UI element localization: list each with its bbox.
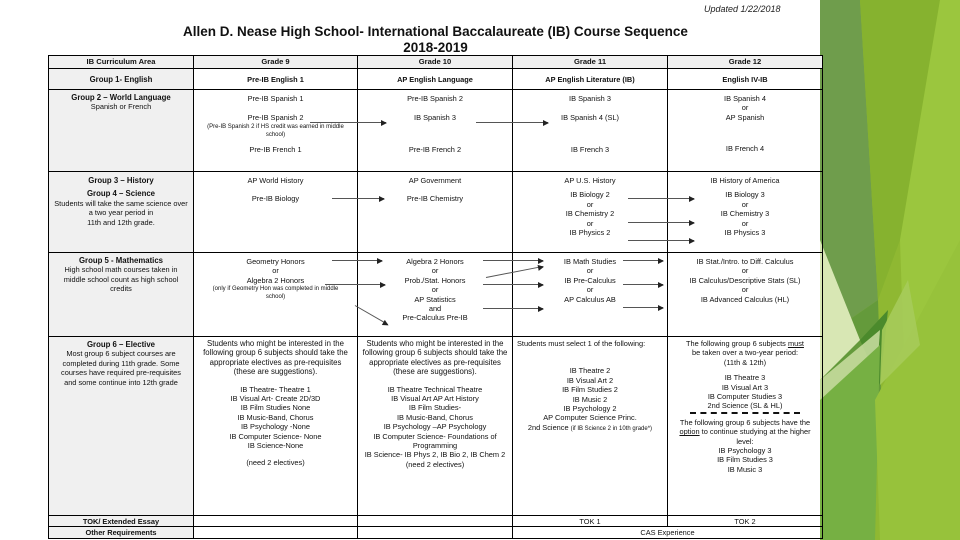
title-year: 2018-2019 [403,40,468,55]
area-tok: TOK/ Extended Essay [49,516,194,527]
arrow-apstats-to-calcab [483,308,543,309]
language-grade12: IB Spanish 4 or AP Spanish IB French 4 [668,90,822,172]
tok-grade9 [194,516,358,527]
history-science-grade12: IB History of America IB Biology 3 or IB Chemistry 3 or IB Physics 3 [668,172,822,253]
history-science-grade11: AP U.S. History IB Biology 2 or IB Chemistry 2 or IB Physics 2 [513,172,668,253]
english-grade10: AP English Language [358,69,513,90]
math-grade12: IB Stat./Intro. to Diff. Calculus or IB Calculus/Descriptive Stats (SL) or IB Advanced Calculus (HL) [668,253,822,337]
arrow-phys2-to-phys3 [628,240,694,241]
col-header-grade12: Grade 12 [668,56,822,69]
language-grade11: IB Spanish 3 IB Spanish 4 (SL) IB French 3 [513,90,668,172]
elective-grade11: Students must select 1 of the following: IB Theatre 2 IB Visual Art 2 IB Film Studies 2 IB Music 2 IB Psychology 2 AP Computer Science Princ. 2nd Science (if IB Science 2 in 10th grade*) [513,337,668,516]
area-mathematics: Group 5 - Mathematics High school math courses taken in middle school count as high school credits [49,253,194,337]
col-header-grade11: Grade 11 [513,56,668,69]
elective-grade12: The following group 6 subjects must be taken over a two-year period: (11th & 12th) IB Theatre 3 IB Visual Art 3 IB Computer Studies 3 2nd Science (SL & HL) The following group 6 subjects have the option to continue studying at the higher level: IB Psychology 3 IB Film Studies 3 IB Music 3 [668,337,822,516]
math-grade11: IB Math Studies or IB Pre-Calculus or AP Calculus AB [513,253,668,337]
arrow-geometry-to-alg2 [332,260,382,261]
language-grade10: Pre-IB Spanish 2 IB Spanish 3 Pre-IB French 2 [358,90,513,172]
language-grade9: Pre-IB Spanish 1 Pre-IB Spanish 2 (Pre-IB Spanish 2 if HS credit was earned in middle school) Pre-IB French 1 [194,90,358,172]
area-world-language: Group 2 – World Language Spanish or French [49,90,194,172]
tok-grade10 [358,516,513,527]
english-grade9: Pre-IB English 1 [194,69,358,90]
page-title [48,24,823,56]
tok-grade12: TOK 2 [668,516,822,527]
dashed-divider [690,412,800,414]
col-header-area: IB Curriculum Area [49,56,194,69]
arrow-calcab-to-advcalc [623,307,663,308]
area-english: Group 1- English [49,69,194,90]
area-history-science: Group 3 – History Group 4 – Science Students will take the same science over a two year period in 11th and 12th grade. [49,172,194,253]
other-grade10 [358,527,513,538]
arrow-mathstudies-to-stat [623,260,663,261]
arrow-chem2-to-chem3 [628,222,694,223]
english-grade12: English IV-IB [668,69,822,90]
arrow-bio2-to-bio3 [628,198,694,199]
title-text: Allen D. Nease High School- International Baccalaureate (IB) Course Sequence [183,24,688,39]
updated-date: Updated 1/22/2018 [704,4,781,14]
arrow-spanish2-to-spanish3 [310,122,386,123]
other-grade9 [194,527,358,538]
math-grade10: Algebra 2 Honors or Prob./Stat. Honors or AP Statistics and Pre-Calculus Pre-IB [358,253,513,337]
history-science-grade9: AP World History Pre-IB Biology [194,172,358,253]
history-science-grade10: AP Government Pre-IB Chemistry [358,172,513,253]
cas-experience: CAS Experience [640,528,695,537]
english-grade11: AP English Literature (IB) [513,69,668,90]
math-grade9: Geometry Honors or Algebra 2 Honors (only if Geometry Hon was completed in middle school) [194,253,358,337]
area-elective: Group 6 – Elective Most group 6 subject courses are completed during 11th grade. Some courses have required pre-requisites and some continue into 12th grade [49,337,194,516]
arrow-precalc-to-calc [623,284,663,285]
elective-grade10: Students who might be interested in the following group 6 subjects should take the appropriate electives as pre-requisites (these are suggestions). IB Theatre Technical Theatre IB Visual Art AP Art History IB Film Studies- IB Music-Band, Chorus IB Psychology –AP Psychology IB Computer Science- Foundations of Programming IB Science- IB Phys 2, IB Bio 2, IB Chem 2 (need 2 electives) [358,337,513,516]
tok-grade11: TOK 1 [513,516,668,527]
arrow-alg2h-to-mathstudies [483,260,543,261]
col-header-grade9: Grade 9 [194,56,358,69]
area-other-requirements: Other Requirements [49,527,194,538]
arrow-bio-to-chem [332,198,384,199]
arrow-probstat-to-precalc [483,284,543,285]
elective-grade9: Students who might be interested in the following group 6 subjects should take the appropriate electives as pre-requisites (these are suggestions). IB Theatre- Theatre 1 IB Visual Art- Create 2D/3D IB Film Studies None IB Music-Band, Chorus IB Psychology -None IB Computer Science- None IB Science-None (need 2 electives) [194,337,358,516]
course-sequence-table [48,55,823,539]
col-header-grade10: Grade 10 [358,56,513,69]
arrow-spanish3-to-spanish4 [476,122,548,123]
arrow-alg2-to-probstat [325,284,385,285]
decorative-green-facets [820,0,960,540]
